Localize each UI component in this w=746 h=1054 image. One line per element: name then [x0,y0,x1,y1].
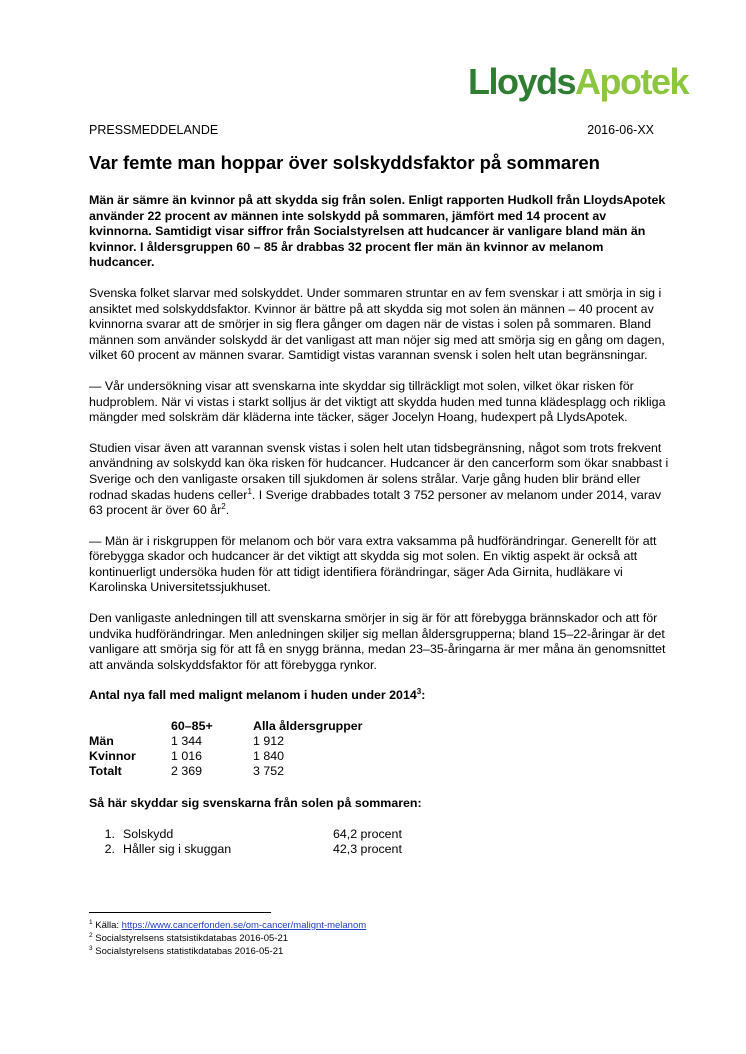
body-paragraph-4: — Män är i riskgruppen för melanom och bör vara extra vaksamma på hudförändringar. Generellt för att förebygga skador och hudcancer är det viktigt att skydda sig mot solen. En viktig aspekt är också att kontinuerligt undersöka huden för att tidigt identifiera förändringar, säger Ada Girnita, hudläkare vi Karolinska Universitetssjukhuset. [89,533,657,595]
cell-age-group: 1 344 [171,734,203,749]
cell-all-ages: 1 840 [253,749,285,764]
body-paragraph-2: — Vår undersökning visar att svenskarna inte skyddar sig tillräckligt mot solen, vilket ökar risken för hudproblem. När vi vistas i starkt solljus är det viktigt att skydda huden med tunna klädesplagg och rikliga mängder med solskräm där kläderna inte täcker, säger Jocelyn Hoang, hudexpert på LlydsApotek. [89,378,666,425]
footnote-ref-1[interactable]: 1 [247,486,252,496]
footnote-number: 2 [89,931,93,939]
logo-part-apotek: Apotek [574,61,688,102]
footnote-ref-3[interactable]: 3 [416,687,422,697]
list-item-number: 2. [104,842,115,857]
body-paragraph-5: Den vanligaste anledningen till att svenskarna smörjer in sig är för att förebygga brännskador och att för undvika hudförändringar. Men anledningen skiljer sig mellan åldersgrupperna; bland 15–22-åringar är det vanligare att smörja sig för att få en snygg bränna, medan 23–35-åringarna är mer måna än genomsnittet att använda solskyddsfaktor för att förebygga rynkor. [89,611,666,672]
paragraph-3-text-c: . [225,503,230,518]
page-title: Var femte man hoppar över solskyddsfaktor på sommaren [89,152,600,173]
column-header: 60–85+ [171,719,213,734]
table-row [89,764,393,779]
footnotes [89,919,366,958]
footnote-text: Socialstyrelsens statsistikdatabas 2016-05-21 [95,933,289,944]
footnote-divider [89,912,271,913]
footnote-number: 3 [89,944,93,952]
list-item [89,827,669,843]
list-item-value: 42,3 procent [333,842,402,857]
cell-all-ages: 1 912 [253,734,285,749]
footnote-prefix: Källa: [95,920,122,931]
table-heading-text: Antal nya fall med malignt melanom i huden under 2014 [89,688,417,703]
footnote-text: Socialstyrelsens statistikdatabas 2016-05-21 [95,946,284,957]
row-label: Totalt [89,764,122,779]
document-type-label: PRESSMEDDELANDE [89,123,219,137]
row-label: Kvinnor [89,749,136,764]
list-item-label: Solskydd [123,826,174,841]
logo-part-lloyds: Lloyds [467,61,575,102]
column-header: Alla åldersgrupper [253,719,363,734]
lloydsapotek-logo [467,61,688,102]
document-date: 2016-06-XX [587,123,654,137]
list-item-value: 64,2 procent [333,826,402,841]
melanoma-cases-table [89,719,393,779]
cell-all-ages: 3 752 [253,764,285,779]
footnote-3 [89,945,366,958]
list-item-number: 1. [104,826,115,841]
table-header-row [89,719,393,734]
body-paragraph-1: Svenska folket slarvar med solskyddet. Under sommaren struntar en av fem svenskar i att smörja in sig i ansiktet med solskyddsfaktor. Kvinnor är bättre på att skydda sig mot solen än männen – 40 procent av kvinnorna svarar att de smörjer in sig flera gånger om dagen när de vistas i solen på sommaren. Bland männen som använder solskydd är det vanligast att man nöjer sig med att smörja sig en gång om dagen, vilket 60 procent av männen svarar. Samtidigt vistas varannan svensk i solen helt utan begränsningar. [89,285,665,363]
list-item [89,842,669,858]
column-header [89,719,171,734]
cancerfonden-link[interactable]: https://www.cancerfonden.se/om-cancer/malignt-melanom [121,920,367,931]
paragraph-3-text-b: . I Sverige drabbades totalt 3 752 personer av melanom under 2014, varav 63 procent är över 60 år [89,487,662,518]
footnote-1 [89,919,366,932]
table-row [89,749,393,764]
cell-age-group: 2 369 [171,764,203,779]
table-heading-colon: : [421,688,426,703]
table-row [89,734,393,749]
lead-paragraph: Män är sämre än kvinnor på att skydda sig från solen. Enligt rapporten Hudkoll från LloydsApotek använder 22 procent av männen inte solskydd på sommaren, jämfört med 14 procent av kvinnorna. Samtidigt visar siffror från Socialstyrelsen att hudcancer är vanligare bland män än kvinnor. I åldersgruppen 60 – 85 år drabbas 32 procent fler män än kvinnor av melanom hudcancer. [89,193,666,270]
row-label: Män [89,734,114,749]
cell-age-group: 1 016 [171,749,203,764]
body-paragraph-3 [89,441,669,519]
protection-list-heading: Så här skyddar sig svenskarna från solen på sommaren: [89,796,422,811]
protection-list [89,827,669,858]
footnote-2 [89,932,366,945]
footnote-ref-2[interactable]: 2 [221,501,226,511]
list-item-label: Håller sig i skuggan [123,842,232,857]
paragraph-3-text-a: Studien visar även att varannan svensk vistas i solen helt utan tidsbegränsning, något som trots frekvent användning av solskydd kan öka risken för hudcancer. Hudcancer är den cancerform som ökar snabbast i Sverige och den vanligaste orsaken till sjukdomen är solens strålar. Varje gång huden blir bränd eller rodnad skadas hudens celler [89,440,669,502]
table-heading [89,688,669,704]
footnote-number: 1 [89,918,93,926]
article-body [89,193,669,858]
